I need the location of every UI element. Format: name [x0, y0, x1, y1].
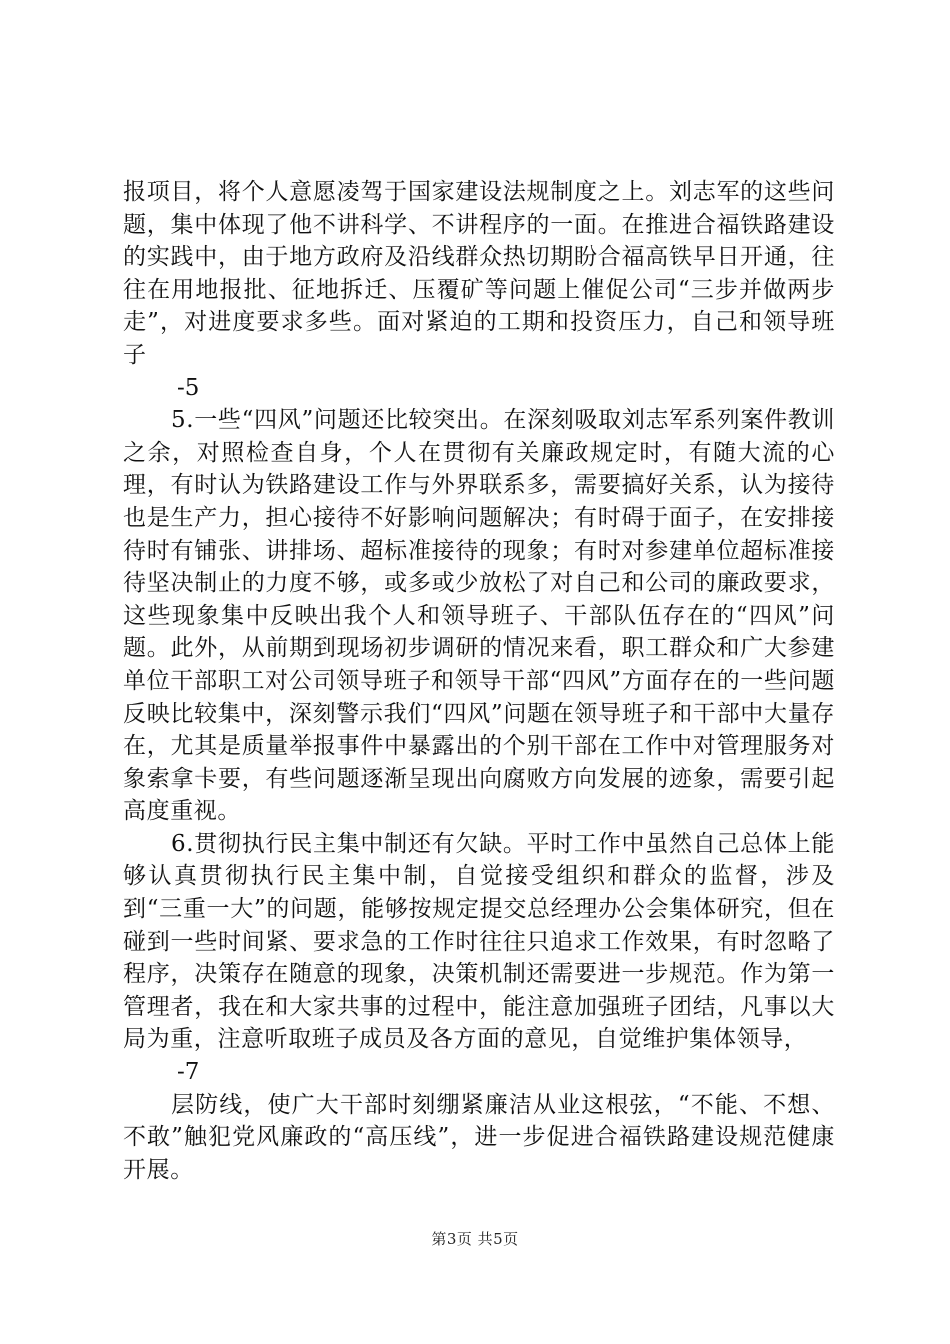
page-indicator: 第3页 共5页 [431, 1230, 519, 1248]
paragraph-closing: 层防线，使广大干部时刻绷紧廉洁从业这根弦，“不能、不想、不敢”触犯党风廉政的“高压线”，进一步促进合福铁路建设规范健康开展。 [123, 1091, 835, 1183]
page-marker-7: -7 [177, 1059, 200, 1086]
page-footer [0, 1229, 950, 1249]
paragraph-continuation: 报项目，将个人意愿凌驾于国家建设法规制度之上。刘志军的这些问题，集中体现了他不讲科学、不讲程序的一面。在推进合福铁路建设的实践中，由于地方政府及沿线群众热切期盼合福高铁早日开通，往往在用地报批、征地拆迁、压覆矿等问题上催促公司“三步并做两步走”，对进度要求多些。面对紧迫的工期和投资压力，自己和领导班子 [123, 179, 835, 368]
paragraph-item-5: 5.一些“四风”问题还比较突出。在深刻吸取刘志军系列案件教训之余，对照检查自身，个人在贯彻有关廉政规定时，有随大流的心理，有时认为铁路建设工作与外界联系多，需要搞好关系，认为接待也是生产力，担心接待不好影响问题解决；有时碍于面子，在安排接待时有铺张、讲排场、超标准接待的现象；有时对参建单位超标准接待坚决制止的力度不够，或多或少放松了对自己和公司的廉政要求，这些现象集中反映出我个人和领导班子、干部队伍存在的“四风”问题。此外，从前期到现场初步调研的情况来看，职工群众和广大参建单位干部职工对公司领导班子和领导干部“四风”方面存在的一些问题反映比较集中，深刻警示我们“四风”问题在领导班子和干部中大量存在，尤其是质量举报事件中暴露出的个别干部在工作中对管理服务对象索拿卡要，有些问题逐渐呈现出向腐败方向发展的迹象，需要引起高度重视。 [123, 407, 835, 825]
paragraph-item-6: 6.贯彻执行民主集中制还有欠缺。平时工作中虽然自己总体上能够认真贯彻执行民主集中制，自觉接受组织和群众的监督，涉及到“三重一大”的问题，能够按规定提交总经理办公会集体研究，但在碰到一些时间紧、要求急的工作时往往只追求工作效果，有时忽略了程序，决策存在随意的现象，决策机制还需要进一步规范。作为第一管理者，我在和大家共事的过程中，能注意加强班子团结，凡事以大局为重，注意听取班子成员及各方面的意见，自觉维护集体领导， [123, 830, 835, 1053]
document-body [123, 176, 835, 1186]
page-marker-5: -5 [177, 374, 200, 401]
